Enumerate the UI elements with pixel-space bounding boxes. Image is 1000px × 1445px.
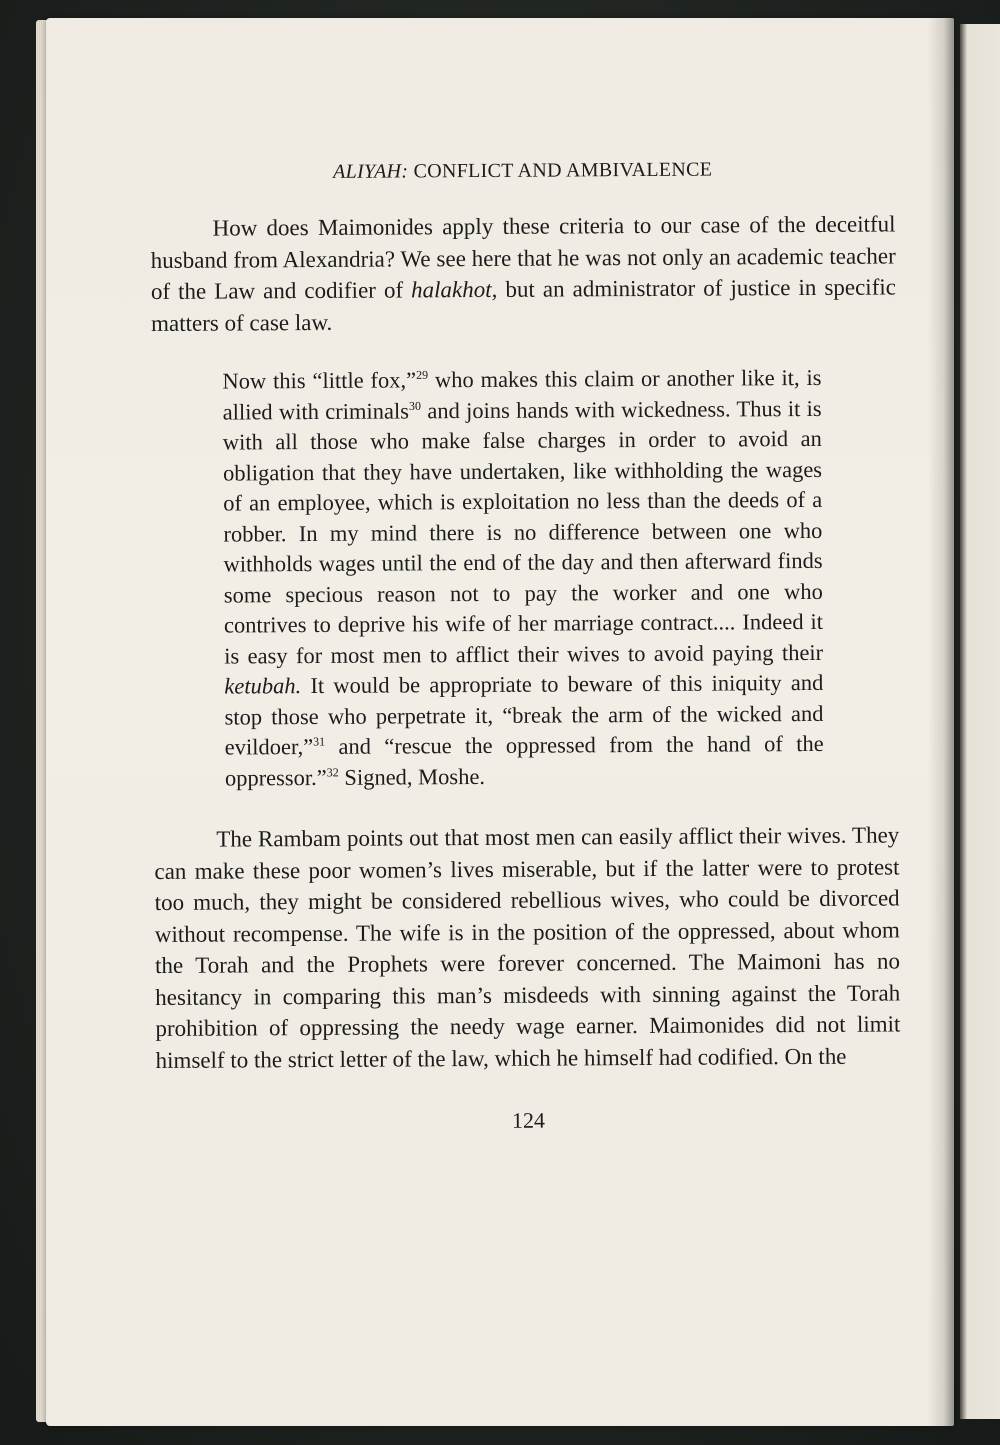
running-head-italic: ALIYAH: (333, 160, 409, 183)
block-quote-text (222, 363, 824, 794)
footnote-ref-32: 32 (326, 764, 339, 779)
footnote-ref-30: 30 (408, 398, 421, 413)
footnote-ref-31: 31 (313, 734, 326, 749)
facing-page-edge (960, 24, 1000, 1419)
quote-segment-6: Signed, Moshe. (338, 763, 486, 790)
quote-segment-1: Now this “little fox,” (222, 367, 417, 394)
paragraph-1-text-after: but an administrator of justice in specific matters of case law. (151, 274, 897, 336)
quote-segment-2: who makes this claim or another like it, is allied with criminals (222, 364, 822, 425)
footnote-ref-29: 29 (416, 367, 429, 382)
quote-segment-4: It would be appropriate to beware of this iniquity and stop those who perpetrate it, “break the arm of the wicked and evildoer,” (224, 669, 824, 760)
page-number: 124 (511, 1107, 546, 1133)
quote-segment-3: and joins hands with wickedness. Thus it is with all those who make false charges in order to avoid an obligation that they have undertaken, like withholding the wages of an employee, which is exploitation no less than the deeds of a robber. In my mind there is no difference between one who withholds wages until the end of the day and then afterward finds some specious reason not to pay the worker and one who contrives to deprive his wife of her marriage contract.... Indeed it is easy for most men to afflict their wives to avoid paying their (222, 395, 824, 669)
paragraph-1-text-before: How does Maimonides apply these criteria to our case of the deceitful husband from Alexandria? We see here that he was not only an academic teacher of the Law and codifier of (150, 211, 896, 304)
running-head (150, 157, 895, 185)
binding-gutter (928, 18, 954, 1426)
paragraph-1-italic: halakhot, (411, 276, 498, 303)
paragraph-2: The Rambam points out that most men can easily afflict their wives. They can make these poor women’s lives miserable, but if the latter were to protest too much, they might be considered rebellious wives, who could be divorced without recompense. The wife is in the position of the oppressed, about whom the Torah and the Prophets were forever concerned. The Maimoni has no hesitancy in comparing this man’s misdeeds with sinning against the Torah prohibition of oppressing the needy wage earner. Maimonides did not limit himself to the strict letter of the law, which he himself had codified. On the (154, 822, 901, 1073)
quote-segment-5: and “rescue the oppressed from the hand of the oppressor.” (224, 730, 824, 791)
block-quote (222, 363, 824, 794)
page-content (150, 135, 901, 1136)
running-head-title: CONFLICT AND AMBIVALENCE (413, 158, 713, 183)
quote-italic-ketubah: ketubah. (224, 673, 302, 699)
paragraph-1 (150, 208, 896, 339)
